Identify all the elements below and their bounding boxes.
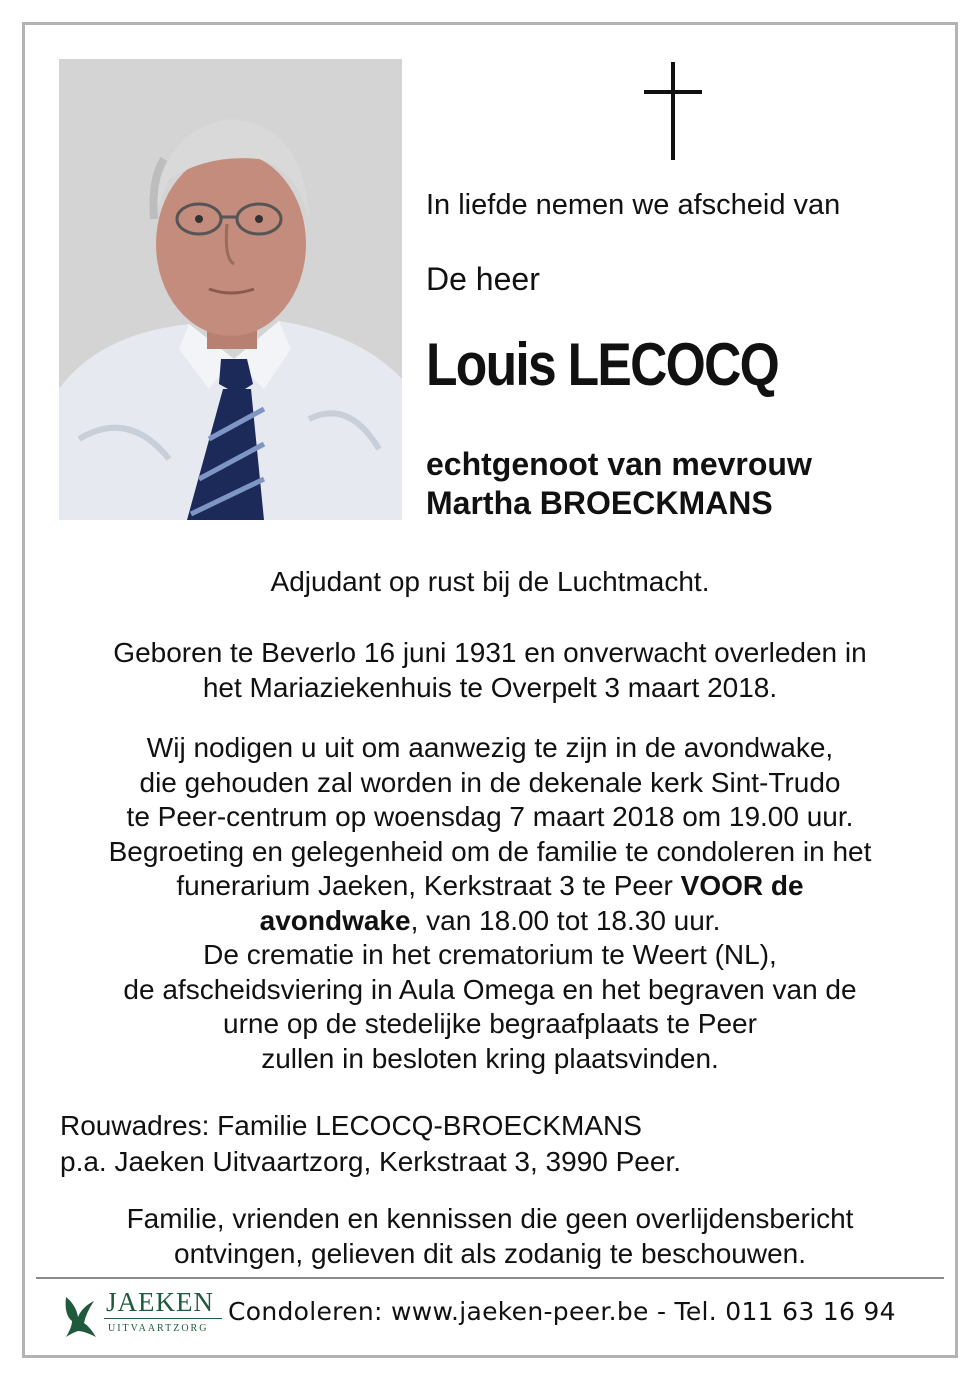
- footer-divider: [36, 1277, 944, 1279]
- cremation-line: zullen in besloten kring plaatsvinden.: [261, 1042, 719, 1074]
- wake-line: te Peer-centrum op woensdag 7 maart 2018 om 19.00 uur.: [126, 801, 854, 832]
- honorific-title: De heer: [426, 261, 540, 297]
- funeral-bold-1: VOOR de: [680, 870, 804, 901]
- intro-text: In liefde nemen we afscheid van: [426, 189, 841, 221]
- spouse-info: [426, 445, 812, 523]
- logo-subtitle: UITVAARTZORG: [108, 1323, 209, 1334]
- birth-death-line: Geboren te Beverlo 16 juni 1931 en onverwacht overleden in: [113, 637, 867, 668]
- birth-death-text: [40, 636, 940, 705]
- cremation-line: de afscheidsviering in Aula Omega en het begraven van de: [123, 973, 857, 1005]
- occupation-text: [40, 565, 940, 600]
- wake-line: Begroeting en gelegenheid om de familie te condoleren in het: [108, 835, 872, 867]
- funeral-line: [40, 869, 940, 904]
- logo-name: JAEKEN: [106, 1287, 214, 1317]
- cross-icon: [644, 62, 702, 160]
- cremation-line: urne op de stedelijke begraafplaats te Peer: [223, 1008, 757, 1039]
- deceased-name: Louis LECOCQ: [426, 331, 779, 398]
- birth-death-line: het Mariaziekenhuis te Overpelt 3 maart 2018.: [202, 671, 778, 703]
- occupation-line: Adjudant op rust bij de Luchtmacht.: [270, 566, 710, 597]
- condolence-contact: Condoleren: www.jaeken-peer.be - Tel. 011 63 16 94: [228, 1297, 896, 1326]
- spouse-line-1: echtgenoot van mevrouw: [426, 446, 812, 482]
- ceremony-text: [40, 731, 940, 1076]
- address-line: p.a. Jaeken Uitvaartzorg, Kerkstraat 3, 3990 Peer.: [60, 1146, 682, 1177]
- closing-text: [40, 1202, 940, 1271]
- mourning-address: [60, 1108, 681, 1180]
- funeral-line-start: funerarium Jaeken, Kerkstraat 3 te Peer: [176, 870, 681, 901]
- closing-line: ontvingen, gelieven dit als zodanig te beschouwen.: [174, 1237, 806, 1269]
- closing-line: Familie, vrienden en kennissen die geen overlijdensbericht: [126, 1203, 854, 1234]
- address-line: Rouwadres: Familie LECOCQ-BROECKMANS: [60, 1110, 642, 1141]
- portrait-photo: [59, 59, 402, 520]
- wake-line: Wij nodigen u uit om aanwezig te zijn in de avondwake,: [146, 732, 834, 763]
- wake-line: die gehouden zal worden in de dekenale kerk Sint-Trudo: [139, 766, 841, 798]
- spouse-line-2: Martha BROECKMANS: [426, 485, 773, 521]
- funeral-line-end: , van 18.00 tot 18.30 uur.: [410, 904, 721, 936]
- cremation-line: De crematie in het crematorium te Weert (NL),: [203, 939, 777, 970]
- logo-underline: [104, 1318, 222, 1319]
- funeral-bold-2: avondwake: [259, 904, 411, 936]
- funeral-line-2: [40, 904, 940, 939]
